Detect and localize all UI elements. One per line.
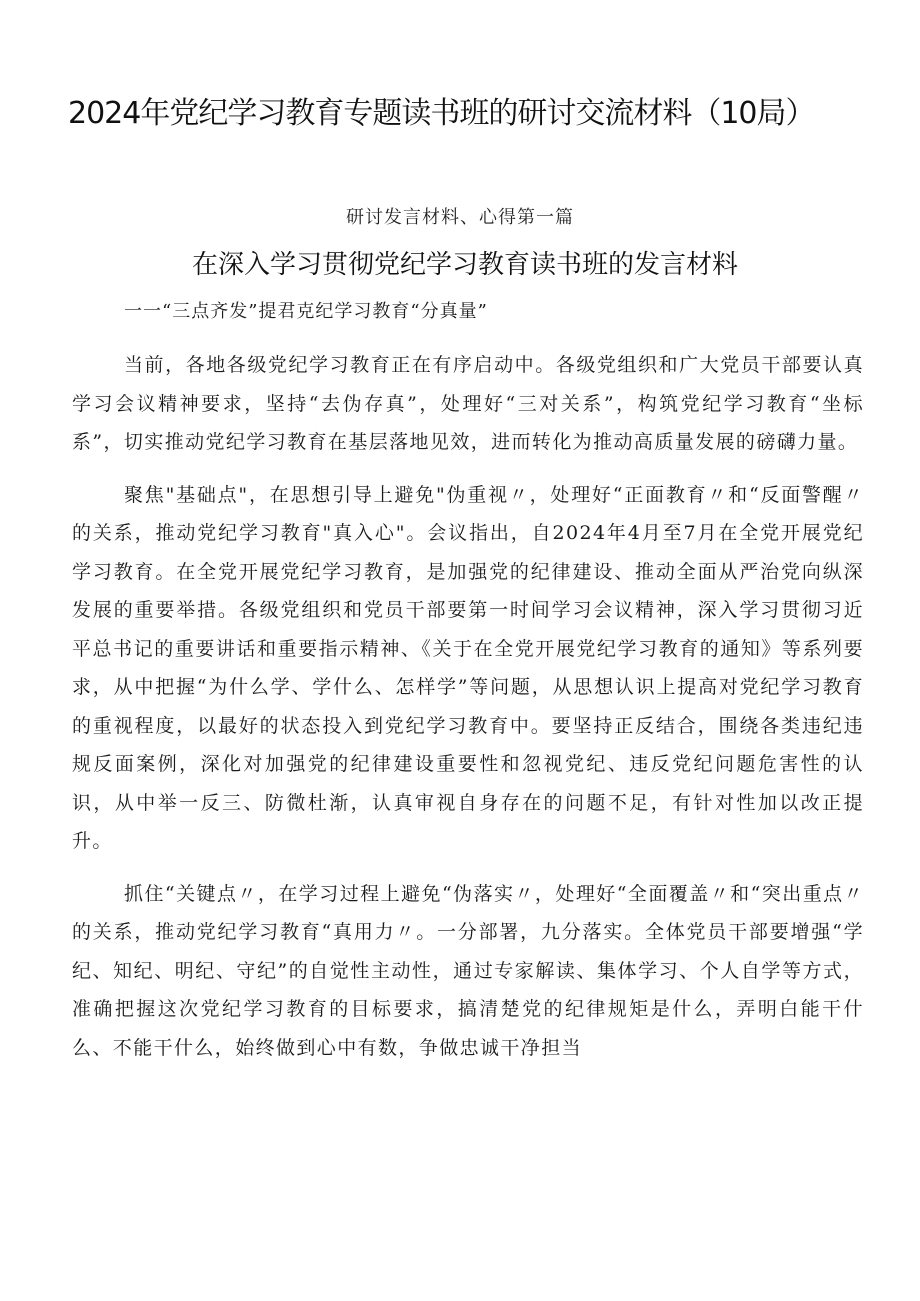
- document-body: [72, 296, 864, 1081]
- paragraph-list: [72, 346, 864, 1067]
- paragraph: 聚焦"基础点"，在思想引导上避免"伪重视〃，处理好“正面教育〃和“反面警醒〃的关系，推动党纪学习教育"真入心"。会议指出，自2024年4月至7月在全党开展党纪学习教育。在全党开展党纪学习教育，是加强党的纪律建设、推动全面从严治党向纵深发展的重要举措。各级党组织和党员干部要第一时间学习会议精神，深入学习贯彻习近平总书记的重要讲话和重要指示精神、《关于在全党开展党纪学习教育的通知》等系列要求，从中把握“为什么学、学什么、怎样学”等问题，从思想认识上提高对党纪学习教育的重视程度，以最好的状态投入到党纪学习教育中。要坚持正反结合，围绕各类违纪违规反面案例，深化对加强党的纪律建设重要性和忽视党纪、违反党纪问题危害性的认识，从中举一反三、防微杜渐，认真审视自身存在的问题不足，有针对性加以改正提升。: [72, 483, 864, 852]
- section-title: 在深入学习贯彻党纪学习教育读书班的发言材料: [191, 250, 738, 280]
- paragraph: 当前，各地各级党纪学习教育正在有序启动中。各级党组织和广大党员干部要认真学习会议精神要求，坚持“去伪存真”，处理好“三对关系”，构筑党纪学习教育“坐标系”，切实推动党纪学习教育在基层落地见效，进而转化为推动高质量发展的磅礴力量。: [72, 354, 864, 453]
- section-label: 研讨发言材料、心得第一篇: [346, 207, 574, 228]
- document-title: 2024年党纪学习教育专题读书班的研讨交流材料（10局）: [68, 96, 815, 131]
- paragraph: 抓住“关键点〃，在学习过程上避免“伪落实〃，处理好“全面覆盖〃和“突出重点〃的关系，推动党纪学习教育“真用力〃。一分部署，九分落实。全体党员干部要增强“学纪、知纪、明纪、守纪”的自觉性主动性，通过专家解读、集体学习、个人自学等方式，准确把握这次党纪学习教育的目标要求，搞清楚党的纪律规矩是什么，弄明白能干什么、不能干什么，始终做到心中有数，争做忠诚干净担当: [72, 882, 864, 1059]
- subheading: 一一“三点齐发”提君克纪学习教育“分真量”: [124, 301, 488, 322]
